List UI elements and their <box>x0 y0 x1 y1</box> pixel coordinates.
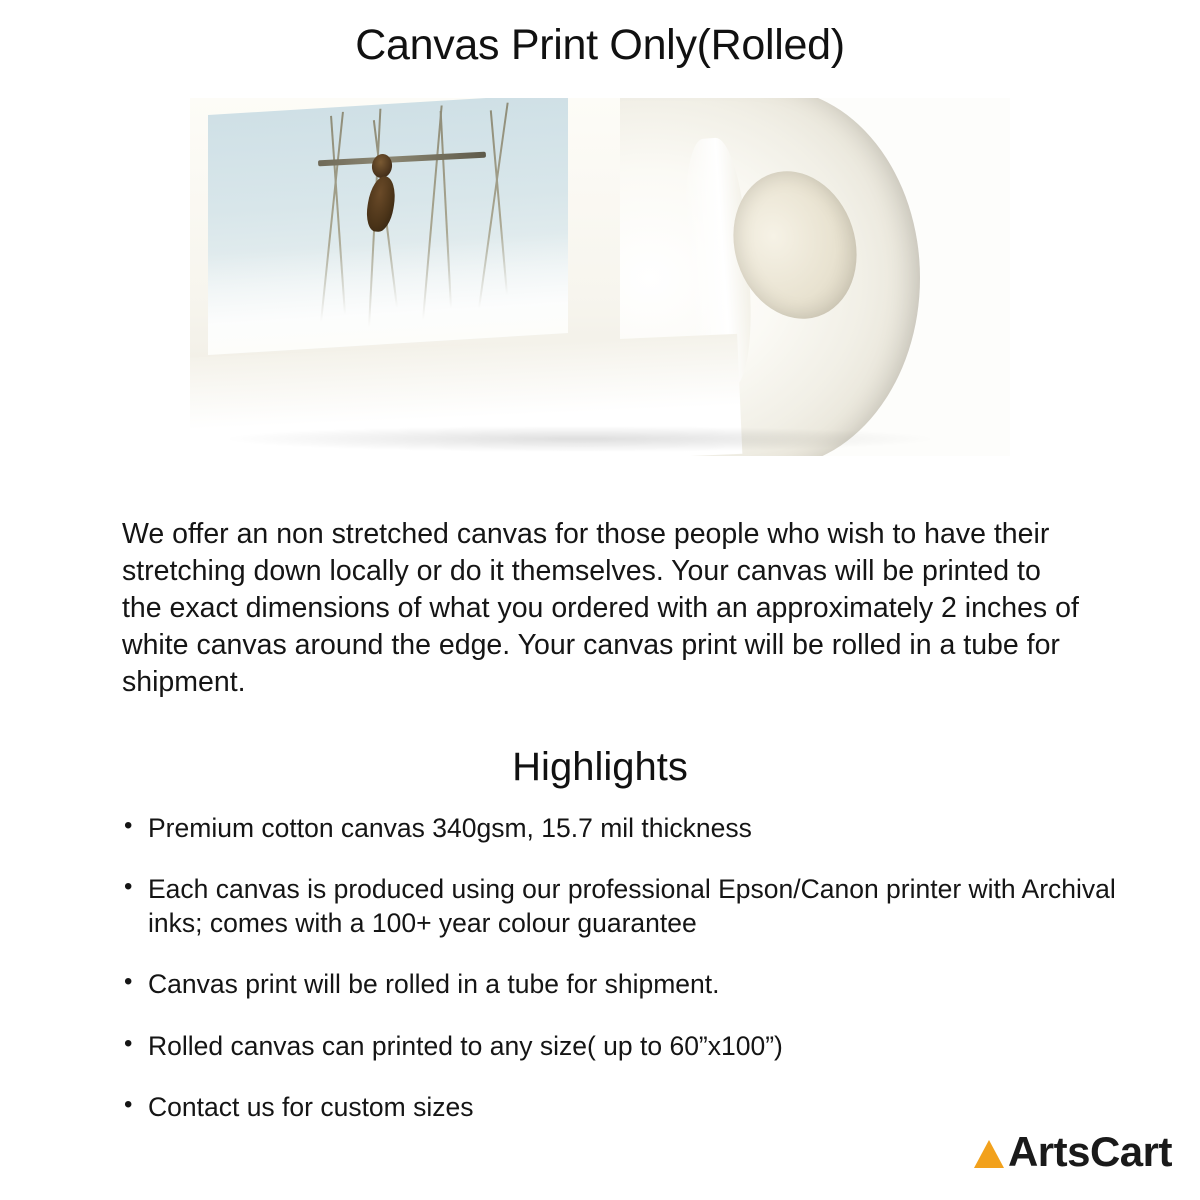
page-title: Canvas Print Only(Rolled) <box>355 21 845 69</box>
list-item: • Contact us for custom sizes <box>120 1091 1120 1124</box>
highlights-heading: Highlights <box>512 745 688 790</box>
reeds-detail <box>310 99 530 342</box>
triangle-logo-mark-icon <box>974 1140 1004 1168</box>
list-item: • Rolled canvas can printed to any size( up to 60”x100”) <box>120 1030 1120 1063</box>
list-item: • Premium cotton canvas 340gsm, 15.7 mil thickness <box>120 812 1120 845</box>
canvas-roll-photo <box>190 98 1010 456</box>
hero-image <box>190 98 1010 456</box>
product-description: We offer an non stretched canvas for those people who wish to have their stretching down locally or do it themselves. Your canvas will be printed to the exact dimensions of what you ordered with an approximately 2 inches of white canvas around the edge. Your canvas print will be rolled in a tube for shipment. <box>122 517 1079 698</box>
drop-shadow <box>230 426 930 452</box>
brand-name: ArtsCart <box>1007 1128 1172 1175</box>
list-item: • Canvas print will be rolled in a tube for shipment. <box>120 968 1120 1001</box>
highlights-list <box>120 812 1120 1152</box>
list-item: • Each canvas is produced using our professional Epson/Canon printer with Archival inks; comes with a 100+ year colour guarantee <box>120 873 1120 940</box>
brand-logo <box>974 1128 1172 1176</box>
